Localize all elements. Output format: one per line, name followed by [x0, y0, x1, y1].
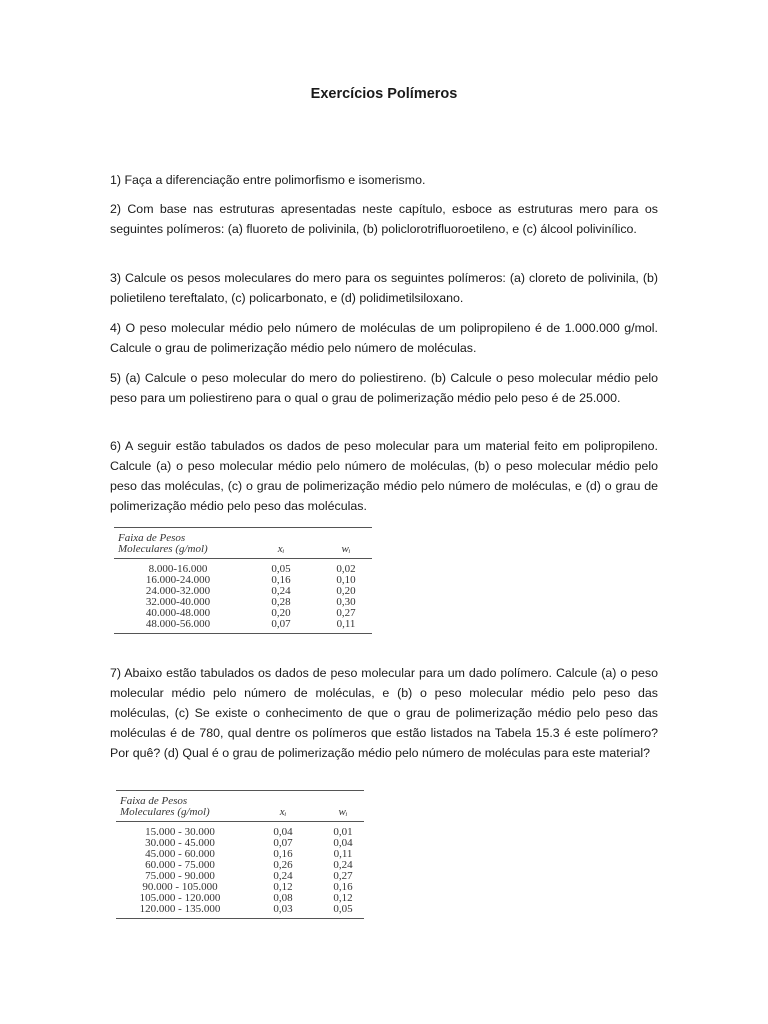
- table-cell-range: 32.000-40.000: [145, 596, 211, 608]
- table-cell-w: 0,11: [333, 848, 353, 860]
- table-row: [114, 559, 372, 576]
- table-cell-x: 0,26: [273, 859, 293, 871]
- page-title: Exercícios Polímeros: [310, 86, 458, 102]
- table-header-x: xᵢ: [244, 791, 322, 822]
- table-cell-x: 0,20: [271, 607, 291, 619]
- table-cell-x: 0,04: [273, 826, 293, 838]
- table-cell-x: 0,05: [271, 563, 291, 575]
- table-cell-range: 8.000-16.000: [148, 563, 208, 575]
- table-cell-x: 0,12: [273, 881, 293, 893]
- table-cell-w: 0,27: [336, 607, 356, 619]
- table-cell-w: 0,02: [336, 563, 356, 575]
- table-cell-w: 0,20: [336, 585, 356, 597]
- exercise-7: 7) Abaixo estão tabulados os dados de peso molecular para um dado polímero. Calcule (a) o peso molecular médio pelo número de moléculas, e (b) o peso molecular médio pelo peso das moléculas, (c) Se existe o conhecimento de que o grau de polimerização médio pelo peso das moléculas é de 780, qual dentre os polímeros que estão listados na Tabela 15.3 é este polímero? Por quê? (d) Qual é o grau de polimerização médio pelo número de moléculas para este material?: [110, 666, 658, 760]
- exercise-6: 6) A seguir estão tabulados os dados de peso molecular para um material feito em polipropileno. Calcule (a) o peso molecular médio pelo número de moléculas, (b) o peso molecular médio pelo peso das moléculas, (c) o grau de polimerização médio pelo número de moléculas, e (d) o grau de polimerização médio pelo peso das moléculas.: [110, 439, 658, 513]
- table-cell-range: 120.000 - 135.000: [139, 903, 221, 915]
- exercise-4: 4) O peso molecular médio pelo número de moléculas de um polipropileno é de 1.000.000 g/mol. Calcule o grau de polimerização médio pelo número de moléculas.: [110, 321, 658, 355]
- table-cell-x: 0,08: [273, 892, 293, 904]
- table-cell-range: 48.000-56.000: [145, 618, 211, 630]
- table-cell-range: 24.000-32.000: [145, 585, 211, 597]
- table-cell-w: 0,05: [333, 903, 353, 915]
- table-cell-x: 0,07: [271, 618, 291, 630]
- table-cell-range: 60.000 - 75.000: [145, 859, 215, 871]
- table-cell-w: 0,27: [333, 870, 353, 882]
- table-cell-x: 0,24: [273, 870, 293, 882]
- table-cell-w: 0,01: [333, 826, 353, 838]
- exercise-2: 2) Com base nas estruturas apresentadas neste capítulo, esboce as estruturas mero para os seguintes polímeros: (a) fluoreto de polivinila, (b) policlorotrifluoroetileno, e (c) álcool polivinílico.: [110, 202, 658, 236]
- table-header-x: xᵢ: [242, 528, 320, 559]
- table-cell-w: 0,11: [336, 618, 356, 630]
- table-cell-x: 0,07: [273, 837, 293, 849]
- table-header-w: wᵢ: [322, 791, 364, 822]
- table-row: [116, 822, 364, 839]
- table-cell-w: 0,12: [333, 892, 353, 904]
- exercise-3: 3) Calcule os pesos moleculares do mero para os seguintes polímeros: (a) cloreto de polivinila, (b) polietileno tereftalato, (c) policarbonato, e (d) polidimetilsiloxano.: [110, 271, 658, 305]
- molecular-weight-table-1: [114, 527, 372, 634]
- table-cell-w: 0,10: [336, 574, 356, 586]
- table-header-range: Faixa de Pesos Moleculares (g/mol): [116, 791, 244, 822]
- table-cell-w: 0,24: [333, 859, 353, 871]
- exercise-5: 5) (a) Calcule o peso molecular do mero do poliestireno. (b) Calcule o peso molecular médio pelo peso para um poliestireno para o qual o grau de polimerização médio pelo peso é de 25.000.: [110, 371, 658, 405]
- table-cell-x: 0,03: [273, 903, 293, 915]
- exercise-1: 1) Faça a diferenciação entre polimorfismo e isomerismo.: [110, 173, 426, 187]
- table-cell-range: 45.000 - 60.000: [145, 848, 215, 860]
- table-row: [114, 619, 372, 634]
- table-cell-range: 16.000-24.000: [145, 574, 211, 586]
- table-cell-range: 75.000 - 90.000: [145, 870, 215, 882]
- table-cell-range: 15.000 - 30.000: [145, 826, 215, 838]
- table-cell-range: 105.000 - 120.000: [139, 892, 221, 904]
- table-cell-w: 0,30: [336, 596, 356, 608]
- table-cell-range: 40.000-48.000: [145, 607, 211, 619]
- table-cell-x: 0,16: [273, 848, 293, 860]
- table-cell-x: 0,16: [271, 574, 291, 586]
- table-row: [116, 904, 364, 919]
- table-cell-range: 90.000 - 105.000: [142, 881, 218, 893]
- table-cell-w: 0,04: [333, 837, 353, 849]
- molecular-weight-table-2: [116, 790, 364, 919]
- table-cell-x: 0,28: [271, 596, 291, 608]
- table-header-range: Faixa de Pesos Moleculares (g/mol): [114, 528, 242, 559]
- table-header-w: wᵢ: [320, 528, 372, 559]
- table-cell-range: 30.000 - 45.000: [145, 837, 215, 849]
- table-cell-w: 0,16: [333, 881, 353, 893]
- table-cell-x: 0,24: [271, 585, 291, 597]
